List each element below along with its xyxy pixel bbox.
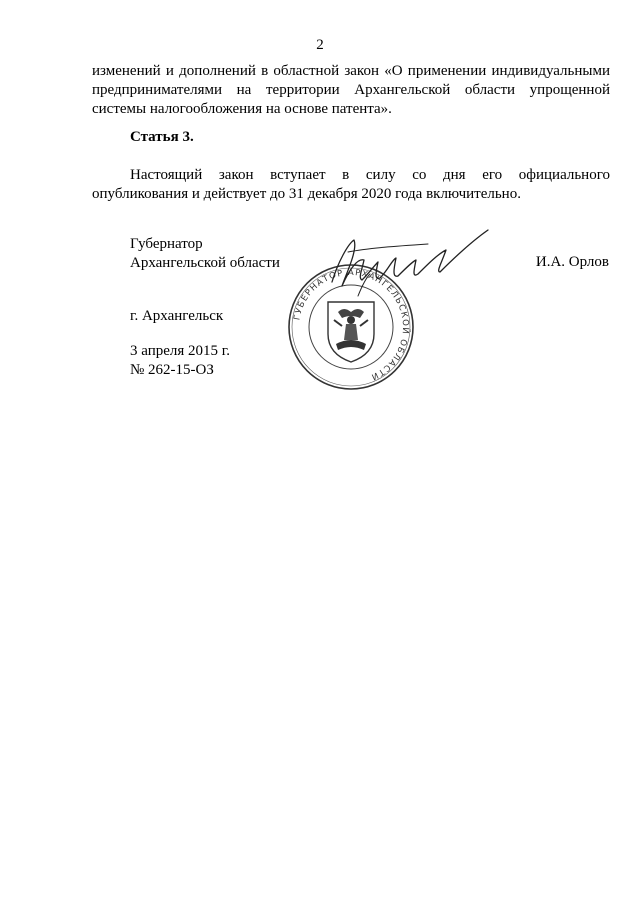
article-title: Статья 3. bbox=[130, 129, 194, 145]
signatory-region: Архангельской области bbox=[130, 255, 280, 271]
intro-line-3: системы налогообложения на основе патента». bbox=[92, 101, 392, 117]
page-number: 2 bbox=[316, 37, 324, 53]
intro-line-1: изменений и дополнений в областной закон «О применении индивидуальными bbox=[92, 63, 610, 79]
law-number: № 262-15-ОЗ bbox=[130, 362, 214, 378]
article-line-2: опубликования и действует до 31 декабря 2020 года включительно. bbox=[92, 186, 521, 202]
article-body bbox=[92, 166, 610, 204]
seal-text: ГУБЕРНАТОР АРХАНГЕЛЬСКОЙ ОБЛАСТИ bbox=[292, 267, 411, 382]
place: г. Архангельск bbox=[130, 308, 224, 324]
intro-line-2: предпринимателями на территории Архангельской области упрощенной bbox=[92, 82, 610, 98]
intro-paragraph bbox=[92, 62, 610, 119]
signatory-title: Губернатор bbox=[130, 236, 203, 252]
signatory-name: И.А. Орлов bbox=[535, 254, 609, 270]
signature-icon bbox=[318, 222, 498, 312]
date: 3 апреля 2015 г. bbox=[130, 343, 230, 359]
article-line-1: Настоящий закон вступает в силу со дня его официального bbox=[130, 167, 610, 183]
